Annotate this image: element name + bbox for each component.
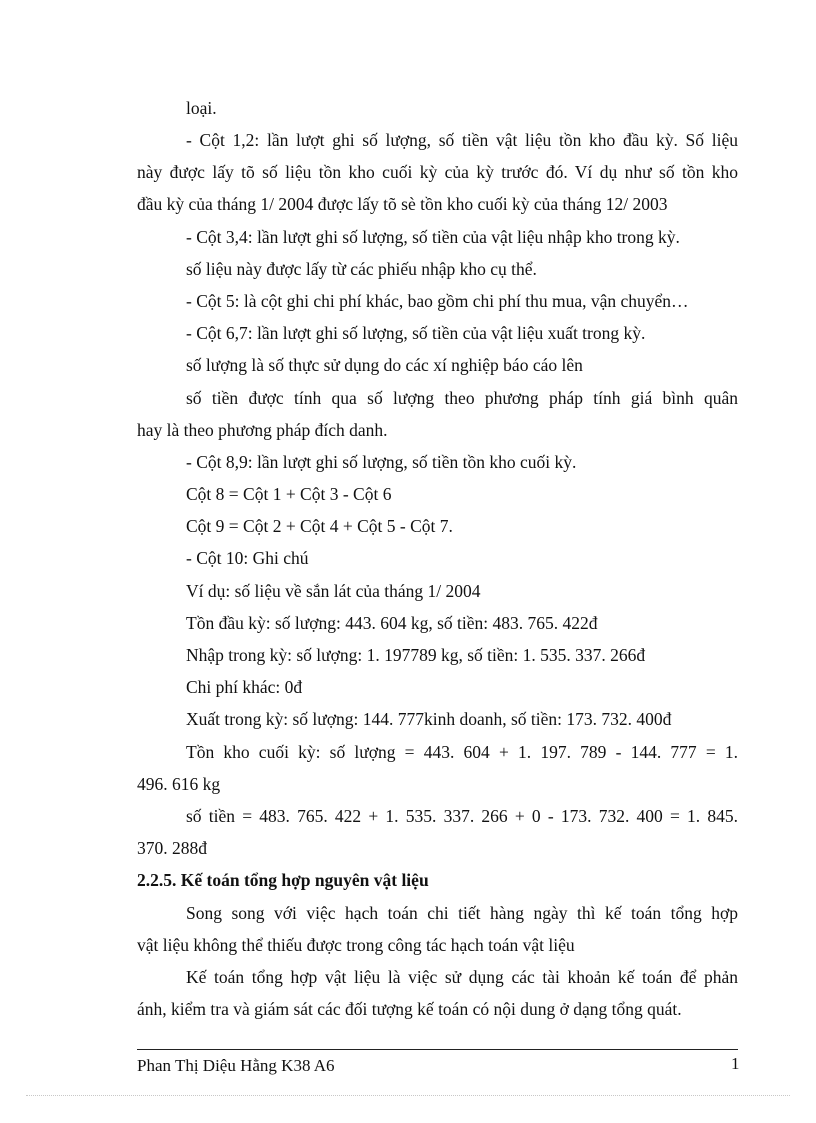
formula-line: Cột 8 = Cột 1 + Cột 3 - Cột 6	[186, 484, 392, 504]
paragraph-line: - Cột 3,4: lần lượt ghi số lượng, số tiền của vật liệu nhập kho trong kỳ.	[186, 227, 680, 247]
footer-divider	[137, 1049, 738, 1050]
paragraph-line: 370. 288đ	[137, 838, 207, 858]
paragraph-line: hay là theo phương pháp đích danh.	[137, 420, 388, 440]
paragraph-line: - Cột 1,2: lần lượt ghi số lượng, số tiền vật liệu tồn kho đầu kỳ. Số liệu	[186, 130, 738, 150]
paragraph-line: này được lấy tõ số liệu tồn kho cuối kỳ của kỳ trước đó. Ví dụ như số tồn kho	[137, 162, 738, 182]
paragraph-line: Xuất trong kỳ: số lượng: 144. 777kinh doanh, số tiền: 173. 732. 400đ	[186, 709, 672, 729]
paragraph-line: Ví dụ: số liệu về sắn lát của tháng 1/ 2004	[186, 581, 481, 601]
footer-author: Phan Thị Diệu Hằng K38 A6	[137, 1056, 335, 1075]
paragraph-line: - Cột 5: là cột ghi chi phí khác, bao gồm chi phí thu mua, vận chuyển…	[186, 291, 689, 311]
paragraph-line: - Cột 8,9: lần lượt ghi số lượng, số tiền tồn kho cuối kỳ.	[186, 452, 577, 472]
paragraph-line: Tồn kho cuối kỳ: số lượng = 443. 604 + 1. 197. 789 - 144. 777 = 1.	[186, 742, 738, 762]
section-heading: 2.2.5. Kế toán tổng hợp nguyên vật liệu	[137, 870, 429, 890]
paragraph-line: số liệu này được lấy từ các phiếu nhập kho cụ thể.	[186, 259, 537, 279]
paragraph-line: Kế toán tổng hợp vật liệu là việc sử dụng các tài khoản kế toán để phản	[186, 967, 738, 987]
paragraph-line: Tồn đầu kỳ: số lượng: 443. 604 kg, số tiền: 483. 765. 422đ	[186, 613, 598, 633]
page-edge-dotted-line	[26, 1095, 790, 1096]
paragraph-line: Nhập trong kỳ: số lượng: 1. 197789 kg, số tiền: 1. 535. 337. 266đ	[186, 645, 646, 665]
paragraph-line: Song song với việc hạch toán chi tiết hàng ngày thì kế toán tổng hợp	[186, 903, 738, 923]
formula-line: Cột 9 = Cột 2 + Cột 4 + Cột 5 - Cột 7.	[186, 516, 453, 536]
paragraph-line: số tiền được tính qua số lượng theo phương pháp tính giá bình quân	[186, 388, 738, 408]
paragraph-line: loại.	[186, 98, 217, 118]
paragraph-line: 496. 616 kg	[137, 774, 221, 794]
paragraph-line: - Cột 6,7: lần lượt ghi số lượng, số tiền của vật liệu xuất trong kỳ.	[186, 323, 646, 343]
paragraph-line: số tiền = 483. 765. 422 + 1. 535. 337. 266 + 0 - 173. 732. 400 = 1. 845.	[186, 806, 738, 826]
paragraph-line: đầu kỳ của tháng 1/ 2004 được lấy tõ sè tồn kho cuối kỳ của tháng 12/ 2003	[137, 194, 668, 214]
paragraph-line: ánh, kiểm tra và giám sát các đối tượng kế toán có nội dung ở dạng tổng quát.	[137, 999, 682, 1019]
paragraph-line: Chi phí khác: 0đ	[186, 677, 303, 697]
paragraph-line: số lượng là số thực sử dụng do các xí nghiệp báo cáo lên	[186, 355, 583, 375]
paragraph-line: vật liệu không thể thiếu được trong công tác hạch toán vật liệu	[137, 935, 575, 955]
page-number: 1	[731, 1054, 740, 1073]
paragraph-line: - Cột 10: Ghi chú	[186, 548, 309, 568]
